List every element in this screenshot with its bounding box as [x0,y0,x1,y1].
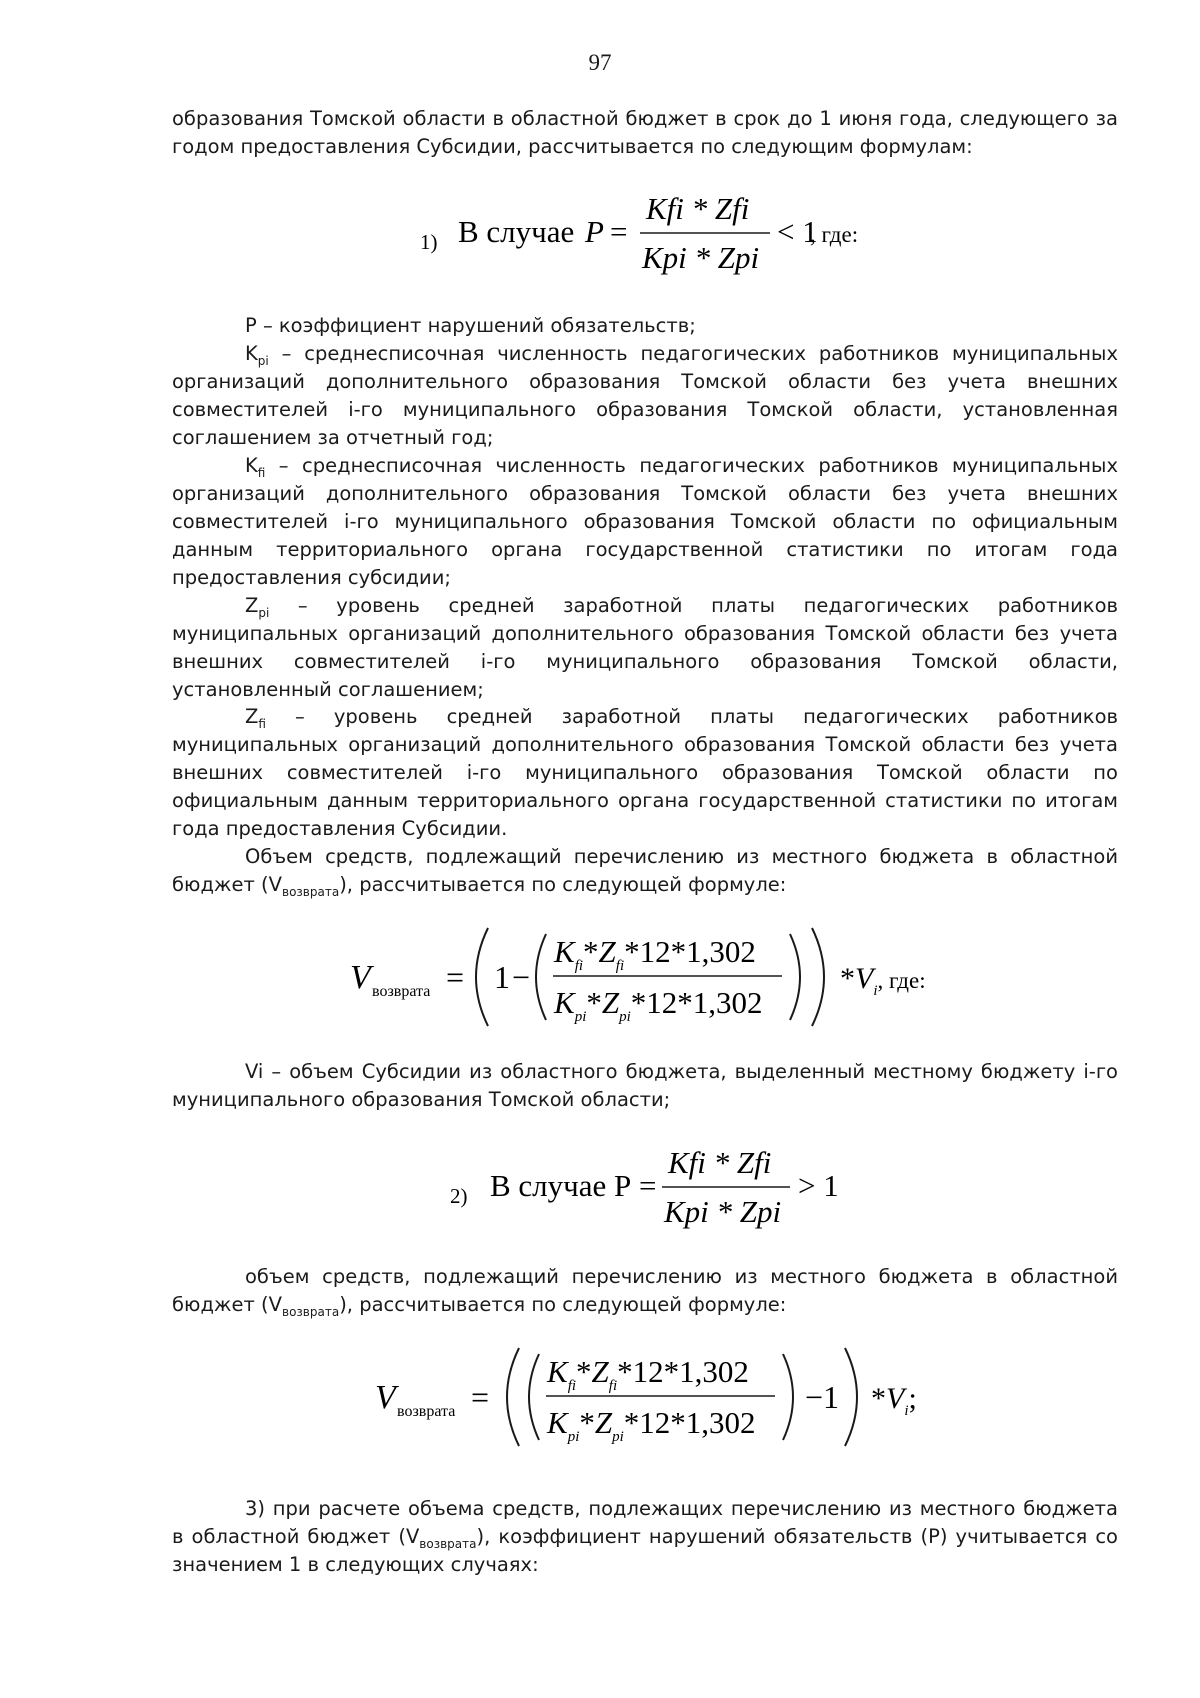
def-kfi-sub: fi [257,465,266,480]
f2-den-Z: Z [601,985,620,1020]
f4-paren-inner-left [529,1354,539,1440]
page-number: 97 [588,50,612,75]
intro-paragraph: образования Томской области в областной бюджет в срок до 1 июня года, следующего за годом предоставления Субсидии, рассчитывается по следующим формулам: [172,107,1118,158]
def-kpi-sub: pi [257,353,269,368]
formula-1-denominator: Kpi * Zpi [642,240,760,275]
f4-den-Z: Z [594,1405,613,1440]
f2-paren-inner-left [536,934,546,1020]
svg-text:*Vi; [871,1382,917,1419]
volume1-sub: возврата [282,884,340,899]
svg-text:Kpi*Zpi*12*1,302 [553,985,763,1025]
formula-1-number: 1) [420,230,438,254]
formula-1-numerator: Kfi * Zfi [646,191,750,226]
f2-Vi: V [855,962,874,995]
f4-num-Z: Z [591,1354,609,1389]
f2-num-fi2: fi [615,958,625,974]
f2-den-pi2: pi [619,1009,631,1025]
f3-lead: В случае Р = [490,1168,657,1203]
f2-den-expr: *12*1,302 [630,985,763,1020]
volume2-post: ), рассчитывается по следующей формуле: [339,1293,787,1316]
f2-num-expr: *12*1,302 [624,934,756,969]
f2-paren-inner-right [790,934,800,1020]
volume2-pre: объем средств, подлежащий перечислению из местного бюджета в областной бюджет (V [172,1265,1118,1316]
f4-num-fi: fi [567,1378,577,1394]
formula-1-var: P [585,214,604,249]
f4-Vi-sub: i [904,1403,909,1419]
def-p: P – коэффициент нарушений обязательств; [245,314,696,337]
f2-star-vi: * [840,962,855,995]
f4-den-pi2: pi [612,1429,624,1445]
f2-Vsub: возврата [372,983,431,1000]
f2-num-star: * [583,934,599,969]
f2-den-K: K [554,985,575,1020]
def-zfi [172,703,1118,843]
vi-def: Vi – объем Субсидии из областного бюджета, выделенный местному бюджету i-го муниципального образования Томской области; [172,1060,1118,1111]
f4-den-star: * [579,1405,595,1440]
f2-num-fi: fi [574,958,584,974]
item-3-paragraph [172,1495,1118,1579]
f2-Vi-sub: i [873,983,878,999]
volume1-post: ), рассчитывается по следующей формуле: [339,873,787,896]
item3-pre: 3) при расчете объема средств, подлежащих перечислению из местного бюджета в областной бюджет (V [172,1497,1118,1548]
volume1-pre: Объем средств, подлежащий перечислению из местного бюджета в областной бюджет (V [172,845,1118,896]
f4-V: V [375,1379,396,1416]
f4-den-pi: pi [567,1429,580,1445]
volume-paragraph-2 [172,1263,1118,1319]
f4-num-K: K [547,1354,568,1389]
f2-minus: − [512,959,531,995]
item3-post: ), коэффициент нарушений обязательств (Р) учитывается со значением 1 в следующих случаях: [172,1525,1118,1576]
f2-paren-outer-right [812,928,824,1026]
f4-num-expr: *12*1,302 [617,1354,749,1389]
f2-den-star: * [586,985,602,1020]
volume-paragraph-1 [172,843,1118,899]
def-kpi-sym: K [245,342,258,365]
f4-num-fi2: fi [608,1378,618,1394]
f4-suffix: ; [908,1382,917,1415]
f2-V: V [350,959,371,996]
f3-number: 2) [450,1184,468,1208]
def-kpi-text: – среднесписочная численность педагогических работников муниципальных организаций дополнительного образования Томской области без учета внешних совместителей i-го муниципального образования Томской области, установленная соглашением за отчетный год; [172,342,1118,449]
def-zfi-text: – уровень средней заработной платы педагогических работников муниципальных организаций дополнительного образования Томской области без учета внешних совместителей i-го муниципального образования Томской области по официальным данным территориального органа государственной статистики по итогам года предоставления Субсидии. [172,705,1118,840]
formula-2 [350,920,970,1035]
svg-text:Kpi*Zpi*12*1,302 [546,1405,756,1445]
formula-1-tail: < 1 [777,214,818,249]
def-zpi-sym: Z [245,594,259,617]
def-zpi-text: – уровень средней заработной платы педагогических работников муниципальных организаций дополнительного образования Томской области без учета внешних совместителей i-го муниципального образования Томской области, установленный соглашением; [172,594,1118,701]
def-kfi-sym: K [245,454,258,477]
f2-den-pi: pi [574,1009,587,1025]
f3-tail: > 1 [798,1168,839,1203]
f2-eq: = [446,959,465,995]
f4-Vsub: возврата [397,1403,456,1420]
def-kfi [172,452,1118,592]
f2-suffix: , где: [877,968,926,993]
def-kpi [172,340,1118,452]
f2-num-Z: Z [598,934,616,969]
f4-star-vi: * [871,1382,886,1415]
def-kfi-text: – среднесписочная численность педагогических работников муниципальных организаций дополнительного образования Томской области без учета внешних совместителей i-го муниципального образования Томской области по официальным данным территориального органа государственной статистики по итогам года предоставления субсидии; [172,454,1118,589]
f4-paren-outer-left [507,1348,519,1446]
formula-4 [375,1340,935,1455]
svg-text:*Vi, где: [840,962,926,999]
def-zfi-sym: Z [245,705,259,728]
def-zpi-sub: pi [258,605,270,620]
formula-1-lead: В случае [458,214,575,249]
def-zpi [172,592,1118,704]
f4-den-expr: *12*1,302 [623,1405,756,1440]
f2-num-K: K [554,934,575,969]
f4-Vi: V [886,1382,905,1415]
f4-paren-inner-right [783,1354,793,1440]
volume2-sub: возврата [282,1304,340,1319]
def-zfi-sub: fi [258,716,266,731]
f4-eq: = [471,1379,490,1415]
formula-1 [420,186,859,286]
svg-text:Kfi*Zfi*12*1,302 [546,1354,749,1394]
f2-paren-outer-left [476,928,488,1026]
f4-num-star: * [576,1354,592,1389]
f3-denominator: Kpi * Zpi [664,1194,782,1229]
formula-1-suffix: , где: [810,222,859,247]
f4-den-K: K [547,1405,568,1440]
f2-one: 1 [494,959,510,995]
formula-3 [450,1140,850,1240]
f4-minus-one: −1 [805,1379,840,1415]
item3-sub: возврата [419,1536,477,1551]
svg-text:=: = [610,214,628,249]
f4-paren-outer-right [845,1348,857,1446]
svg-text:Kfi*Zfi*12*1,302 [553,934,756,974]
f3-numerator: Kfi * Zfi [668,1145,772,1180]
